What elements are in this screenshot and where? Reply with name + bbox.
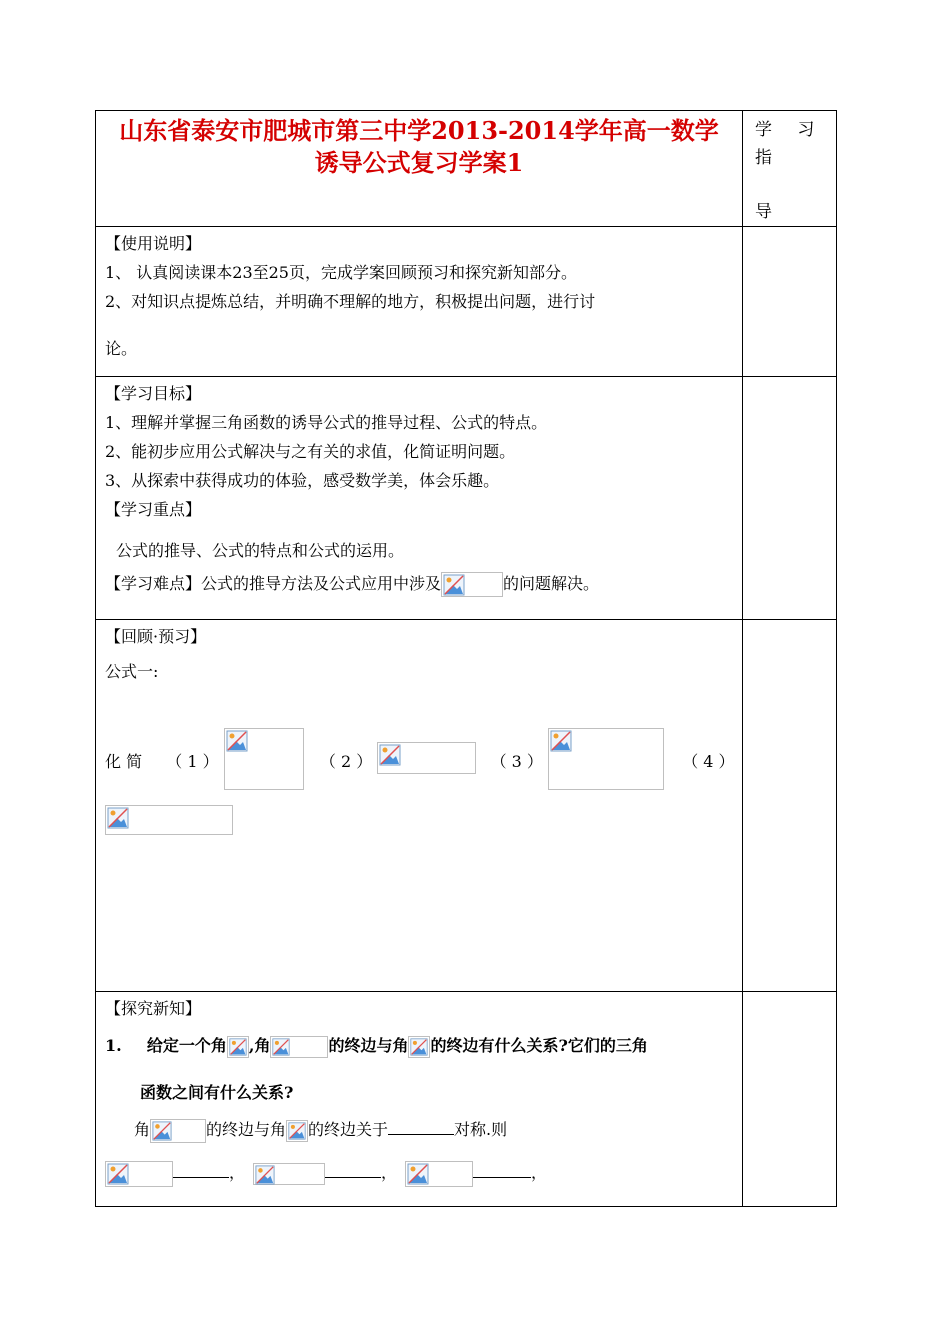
formula-one-label: 公式一: [105, 662, 159, 681]
goals-item-3: 3、从探索中获得成功的体验，感受数学美，体会乐趣。 [105, 471, 500, 490]
difficulty-text-end: 的问题解决。 [503, 574, 600, 593]
difficulty-heading: 【学习难点】 [105, 574, 202, 593]
fill-blank[interactable] [325, 1177, 381, 1178]
worksheet-table [95, 110, 837, 1207]
item-3-number: （ 3 ） [490, 752, 543, 771]
review-heading: 【回顾·预习】 [105, 627, 207, 646]
guide-cell-explore [743, 992, 837, 1207]
usage-heading: 【使用说明】 [105, 234, 202, 253]
guide-cell-usage [743, 227, 837, 377]
comma: ， [531, 1163, 548, 1182]
formula-blanks-line [96, 1158, 742, 1187]
symmetry-text-b: 的终边与角 [206, 1120, 287, 1139]
symmetry-text-c: 的终边关于 [308, 1120, 389, 1139]
difficulty-text: 公式的推导方法及公式应用中涉及 [201, 574, 442, 593]
title-line-2: 诱导公式复习学案1 [314, 148, 524, 177]
title-line-1: 山东省泰安市肥城市第三中学2013-2014学年高一数学 [119, 116, 719, 145]
key-points-heading: 【学习重点】 [105, 500, 202, 519]
difficulty-line [96, 569, 742, 598]
guide-cell-review [743, 620, 837, 992]
broken-image-icon [270, 1036, 328, 1058]
broken-image-icon [441, 572, 503, 597]
broken-image-icon [286, 1120, 308, 1142]
title-cell [96, 111, 743, 227]
goals-item-1: 1、理解并掌握三角函数的诱导公式的推导过程、公式的特点。 [105, 413, 548, 432]
question-1 [96, 1031, 742, 1060]
usage-item-2: 2、对知识点提炼总结，并明确不理解的地方，积极提出问题，进行讨 [105, 292, 596, 311]
broken-image-icon [224, 728, 304, 790]
question-1-text-b: ,角 [248, 1036, 271, 1055]
goals-section [96, 377, 743, 620]
explore-section [96, 992, 743, 1207]
guide-cell-goals [743, 377, 837, 620]
broken-image-icon [105, 805, 233, 835]
explore-heading: 【探究新知】 [105, 999, 202, 1018]
guide-label-line2: 导 [755, 202, 782, 222]
goals-heading: 【学习目标】 [105, 384, 202, 403]
document-title [96, 111, 742, 179]
broken-image-icon [253, 1163, 325, 1185]
fill-blank[interactable] [473, 1177, 531, 1178]
question-1-number: 1. [105, 1036, 122, 1055]
review-section [96, 620, 743, 992]
guide-label-line1: 学 习 指 [755, 120, 825, 168]
broken-image-icon [377, 742, 476, 774]
comma: ， [381, 1163, 398, 1182]
broken-image-icon [408, 1036, 430, 1058]
item-2-number: （ 2 ） [319, 752, 373, 771]
usage-item-1: 1、 认真阅读课本23至25页，完成学案回顾预习和探究新知部分。 [105, 263, 577, 282]
comma: ， [229, 1163, 246, 1182]
broken-image-icon [150, 1119, 206, 1143]
question-1-text-a: 给定一个角 [146, 1036, 227, 1055]
symmetry-text-d: 对称.则 [454, 1120, 508, 1139]
simplify-label: 化 简 [105, 752, 143, 771]
item-1-number: （ 1 ） [166, 752, 219, 771]
fill-blank[interactable] [388, 1134, 454, 1135]
guide-header-cell [743, 111, 837, 227]
symmetry-line [96, 1115, 742, 1144]
fill-blank[interactable] [173, 1177, 229, 1178]
simplify-line [96, 730, 742, 794]
broken-image-icon [548, 728, 664, 790]
broken-image-icon [405, 1161, 473, 1187]
usage-section [96, 227, 743, 377]
key-points-text: 公式的推导、公式的特点和公式的运用。 [116, 541, 405, 560]
broken-image-icon [227, 1036, 249, 1058]
usage-item-2-cont: 论。 [105, 339, 138, 358]
guide-label [743, 111, 836, 226]
goals-item-2: 2、能初步应用公式解决与之有关的求值，化简证明问题。 [105, 442, 516, 461]
item-4-number: （ 4 ） [682, 752, 735, 771]
question-1-text-c: 的终边与角 [328, 1036, 409, 1055]
broken-image-icon [105, 1161, 173, 1187]
symmetry-text-a: 角 [134, 1120, 151, 1139]
question-1-text-d: 的终边有什么关系?它们的三角 [430, 1036, 648, 1055]
question-1-cont: 函数之间有什么关系? [140, 1083, 294, 1102]
item-4-line [96, 804, 742, 835]
